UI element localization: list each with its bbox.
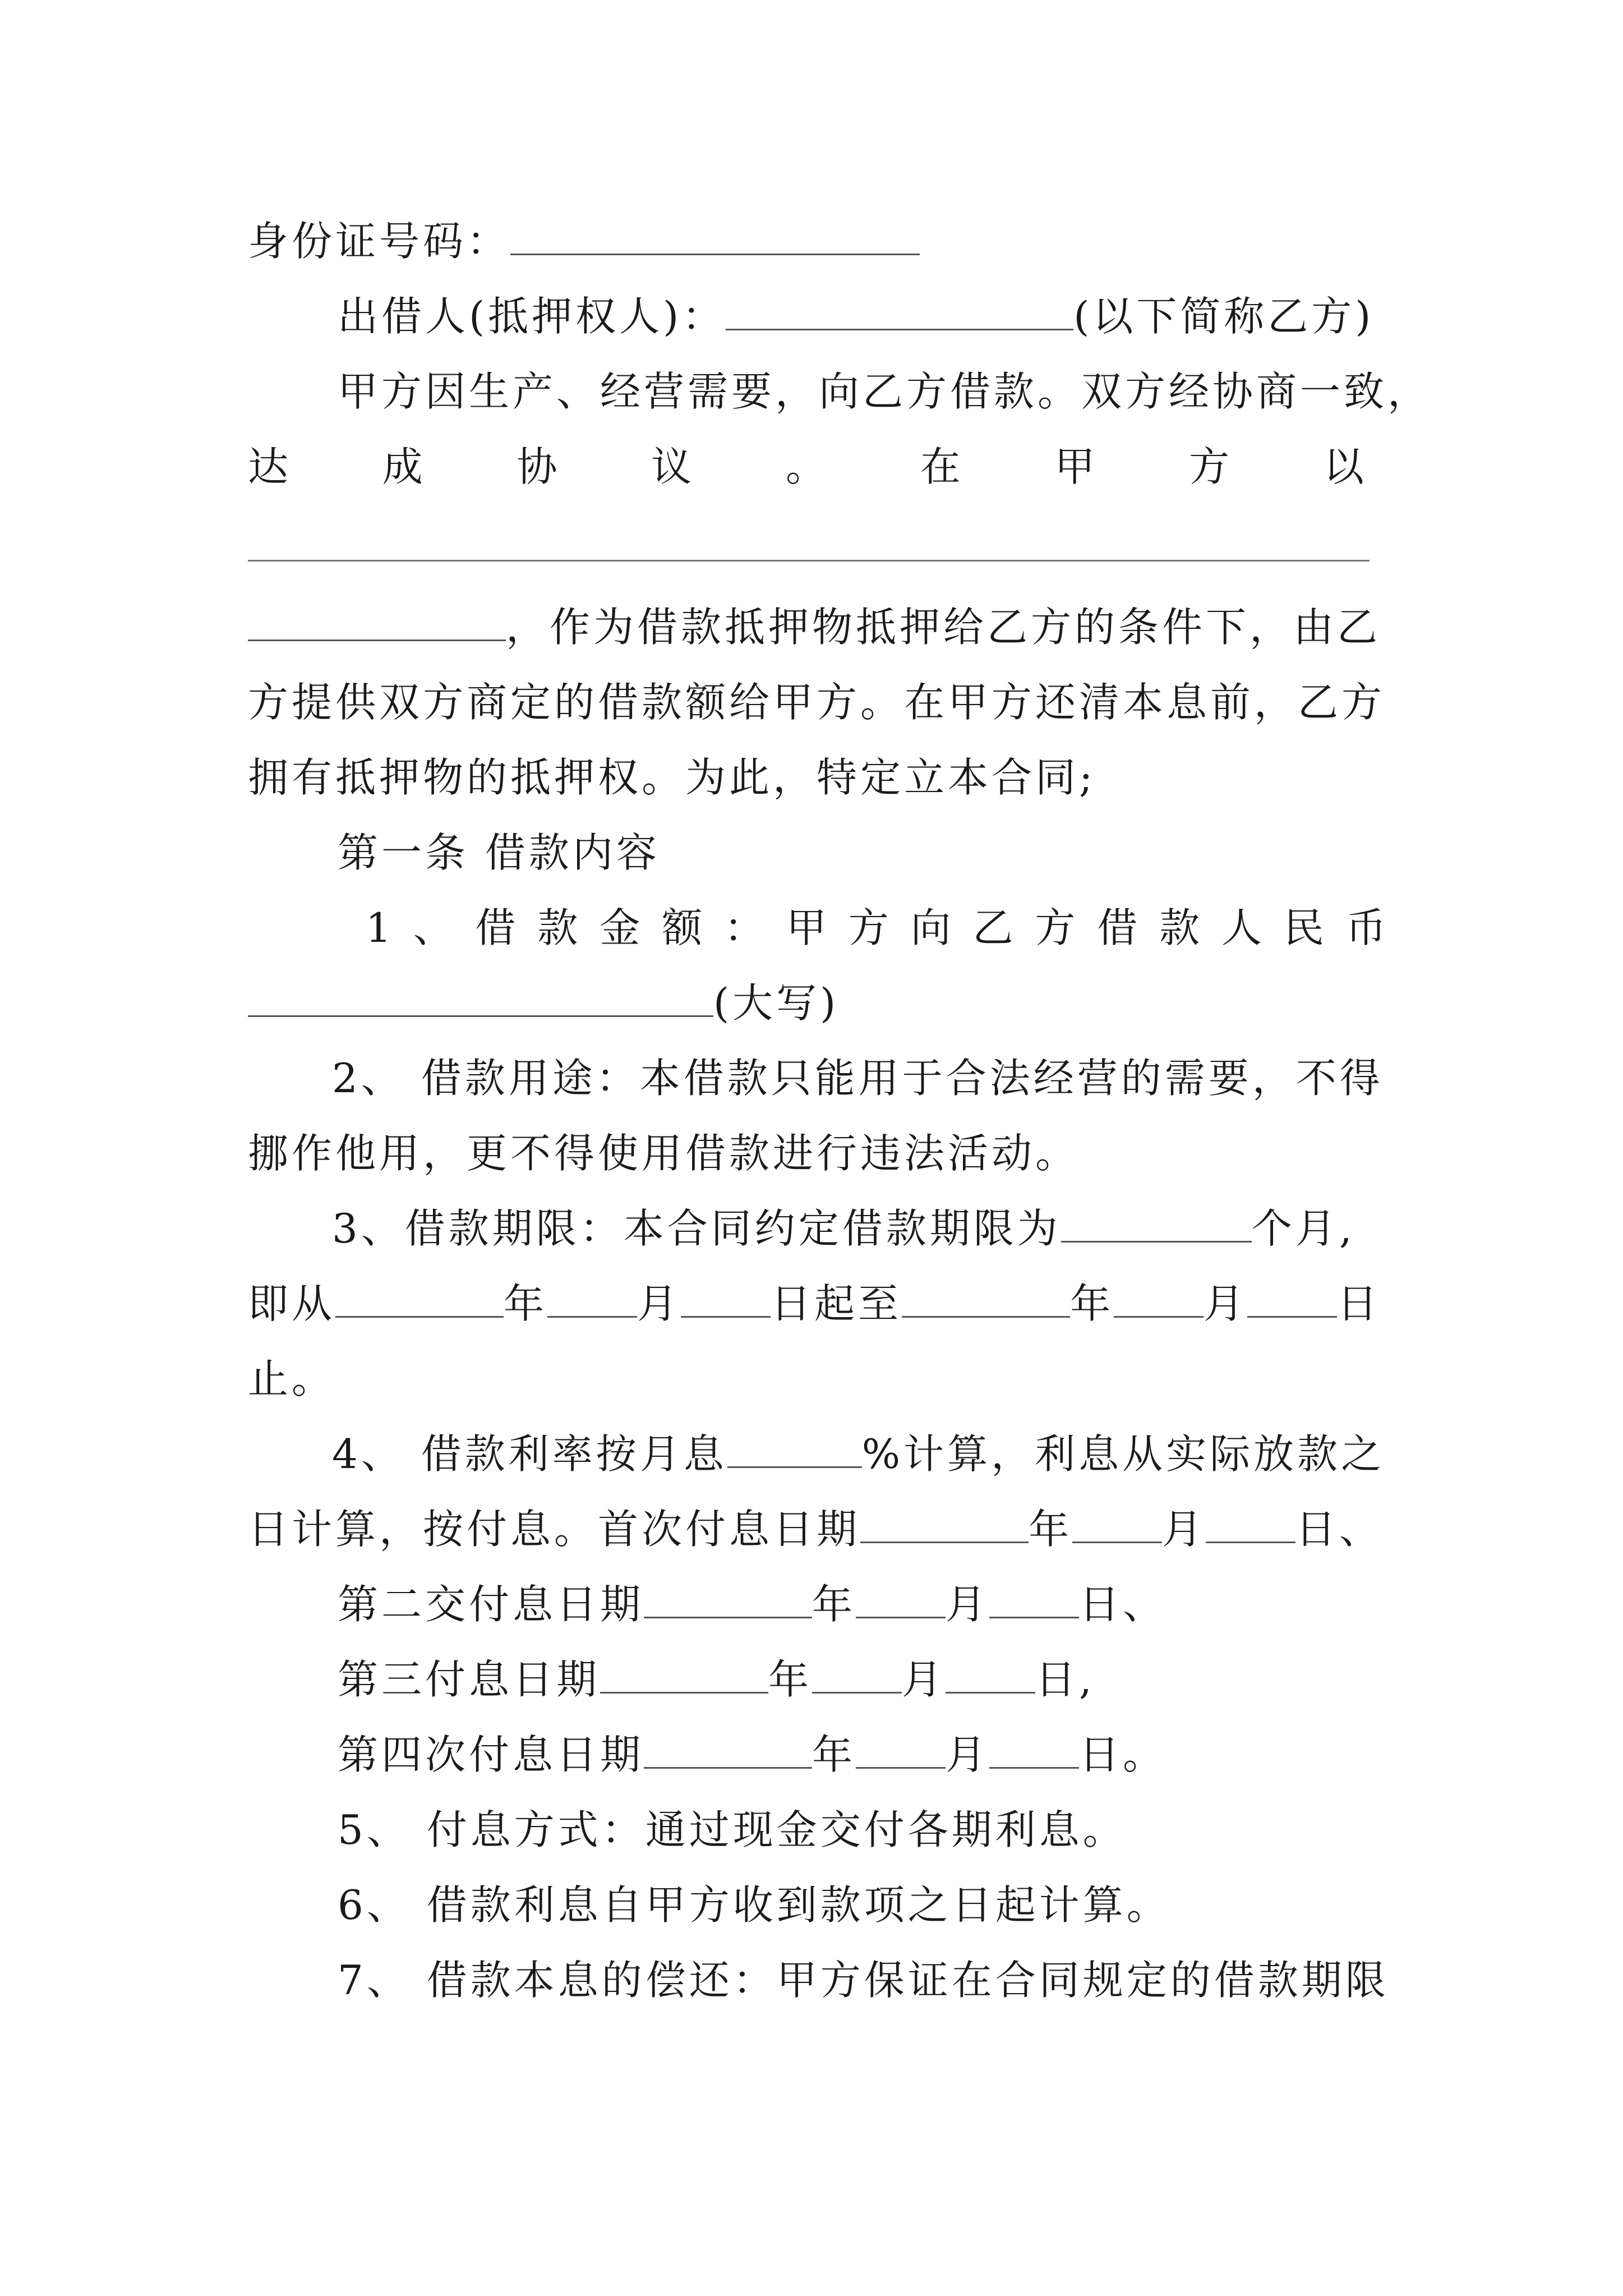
lender-name-blank[interactable] [726, 294, 1073, 330]
item-6-line: 6、 借款利息自甲方收到款项之日起计算。 [338, 1881, 1170, 1929]
id-number-label: 身份证号码： [248, 218, 511, 265]
intro-char: 以 [1323, 443, 1364, 490]
item-1-char: 金 [600, 904, 640, 951]
third-pay-day-blank[interactable] [946, 1657, 1035, 1694]
interest-rate-blank[interactable] [727, 1432, 862, 1468]
item-3-prefix: 3、借款期限：本合同约定借款期限为 [332, 1205, 1061, 1252]
month-label: 月 [1204, 1280, 1248, 1327]
item-3-line-c: 止。 [248, 1355, 336, 1402]
item-5-line: 5、 付息方式：通过现金交付各期利息。 [338, 1806, 1127, 1853]
third-pay-label: 第三付息日期 [338, 1656, 601, 1703]
day-label: 日、 [1079, 1581, 1167, 1628]
first-pay-day-blank[interactable] [1206, 1507, 1295, 1543]
month-label: 月 [902, 1656, 946, 1703]
end-month-blank[interactable] [1114, 1281, 1204, 1318]
item-1-char: 款 [1159, 904, 1200, 951]
first-pay-year-blank[interactable] [860, 1507, 1029, 1543]
end-day-blank[interactable] [1247, 1281, 1337, 1318]
loan-term-blank[interactable] [1061, 1206, 1252, 1243]
intro-line-5: 拥有抵押物的抵押权。为此，特定立本合同; [248, 754, 1096, 801]
item-1-char: 乙 [972, 904, 1013, 951]
item-1-char: 向 [910, 904, 951, 951]
month-label: 月 [946, 1731, 990, 1778]
item-1-char: 方 [848, 904, 889, 951]
year-label: 年 [504, 1280, 548, 1327]
item-1-char: 人 [1221, 904, 1262, 951]
third-pay-line [338, 1651, 1386, 1708]
collateral-suffix: ，作为借款抵押物抵押给乙方的条件下，由乙 [506, 604, 1381, 651]
article-1-title: 第一条 借款内容 [338, 829, 660, 876]
intro-char: 达 [248, 443, 289, 490]
item-1-char: 款 [537, 904, 578, 951]
day-label: 日、 [1295, 1506, 1384, 1553]
fourth-pay-day-blank[interactable] [989, 1732, 1079, 1769]
intro-char: 协 [517, 443, 557, 490]
third-pay-month-blank[interactable] [812, 1657, 902, 1694]
loan-amount-blank[interactable] [248, 981, 713, 1017]
year-label: 年 [1029, 1506, 1073, 1553]
day-label: 日。 [1079, 1731, 1167, 1778]
collateral-description-blank[interactable] [248, 560, 1370, 562]
lender-prefix: 出借人(抵押权人)： [338, 293, 726, 340]
item-2-line-b: 挪作他用，更不得使用借款进行违法活动。 [248, 1130, 1080, 1177]
intro-char: 议 [651, 443, 692, 490]
fourth-pay-year-blank[interactable] [644, 1732, 812, 1769]
end-year-blank[interactable] [902, 1281, 1070, 1318]
item-4-prefix: 4、 借款利率按月息 [332, 1430, 727, 1478]
item-1-char: 币 [1345, 904, 1386, 951]
lender-line [338, 288, 1386, 344]
month-label: 月 [1162, 1506, 1206, 1553]
item-1-char: ： [724, 904, 765, 951]
intro-line-1: 甲方因生产、经营需要，向乙方借款。双方经协商一致， [338, 368, 1432, 415]
fourth-pay-label: 第四次付息日期 [338, 1731, 644, 1778]
second-pay-month-blank[interactable] [856, 1582, 946, 1618]
second-pay-day-blank[interactable] [989, 1582, 1079, 1618]
year-label: 年 [812, 1581, 856, 1628]
intro-char: 成 [382, 443, 423, 490]
collateral-line [248, 599, 1386, 655]
first-pay-label: 日计算，按付息。首次付息日期 [248, 1506, 861, 1553]
third-pay-year-blank[interactable] [600, 1657, 768, 1694]
collateral-blank[interactable] [248, 605, 506, 641]
intro-char: 。 [785, 443, 826, 490]
second-pay-year-blank[interactable] [644, 1582, 812, 1618]
item-1-char: 借 [475, 904, 516, 951]
item-3-line-b [248, 1276, 1392, 1332]
id-number-blank[interactable] [510, 219, 920, 255]
year-label: 年 [812, 1731, 856, 1778]
item-3-line-a [332, 1200, 1398, 1257]
id-number-line [248, 213, 1386, 269]
item-4-line-a [332, 1426, 1398, 1482]
intro-char: 甲 [1054, 443, 1095, 490]
item-4-line-b [248, 1501, 1398, 1557]
item-1-line [366, 900, 1386, 956]
item-1-char: 额 [662, 904, 703, 951]
intro-line-2 [248, 439, 1364, 495]
item-2-line-a: 2、 借款用途：本借款只能用于合法经营的需要，不得 [332, 1055, 1384, 1102]
item-1-char: 1 [366, 904, 391, 951]
month-label: 月 [637, 1280, 681, 1327]
item-3-months: 个月, [1251, 1205, 1355, 1252]
first-pay-month-blank[interactable] [1072, 1507, 1162, 1543]
start-day-blank[interactable] [681, 1281, 771, 1318]
second-pay-label: 第二交付息日期 [338, 1581, 644, 1628]
from-label: 即从 [248, 1280, 336, 1327]
intro-line-4: 方提供双方商定的借款额给甲方。在甲方还清本息前，乙方 [248, 679, 1386, 726]
item-1-char: 借 [1097, 904, 1138, 951]
year-label: 年 [768, 1656, 813, 1703]
item-1-char: 、 [413, 904, 454, 951]
item-1-amount-line [248, 975, 1386, 1031]
fourth-pay-month-blank[interactable] [856, 1732, 946, 1769]
day-label: 日, [1035, 1656, 1095, 1703]
day-label: 日 [1337, 1280, 1381, 1327]
item-7-line: 7、 借款本息的偿还：甲方保证在合同规定的借款期限 [338, 1957, 1389, 2004]
fourth-pay-line [338, 1727, 1386, 1783]
intro-char: 方 [1189, 443, 1230, 490]
item-1-char: 方 [1035, 904, 1076, 951]
item-1-char: 甲 [786, 904, 827, 951]
item-4-suffix: %计算，利息从实际放款之 [861, 1430, 1385, 1478]
intro-char: 在 [920, 443, 961, 490]
start-to-label: 日起至 [771, 1280, 902, 1327]
item-1-char: 民 [1283, 904, 1324, 951]
start-year-blank[interactable] [335, 1281, 504, 1318]
start-month-blank[interactable] [547, 1281, 637, 1318]
year-label: 年 [1070, 1280, 1114, 1327]
second-pay-line [338, 1576, 1386, 1632]
item-1-suffix: (大写) [713, 979, 840, 1027]
lender-suffix: (以下简称乙方) [1073, 293, 1375, 340]
month-label: 月 [946, 1581, 990, 1628]
